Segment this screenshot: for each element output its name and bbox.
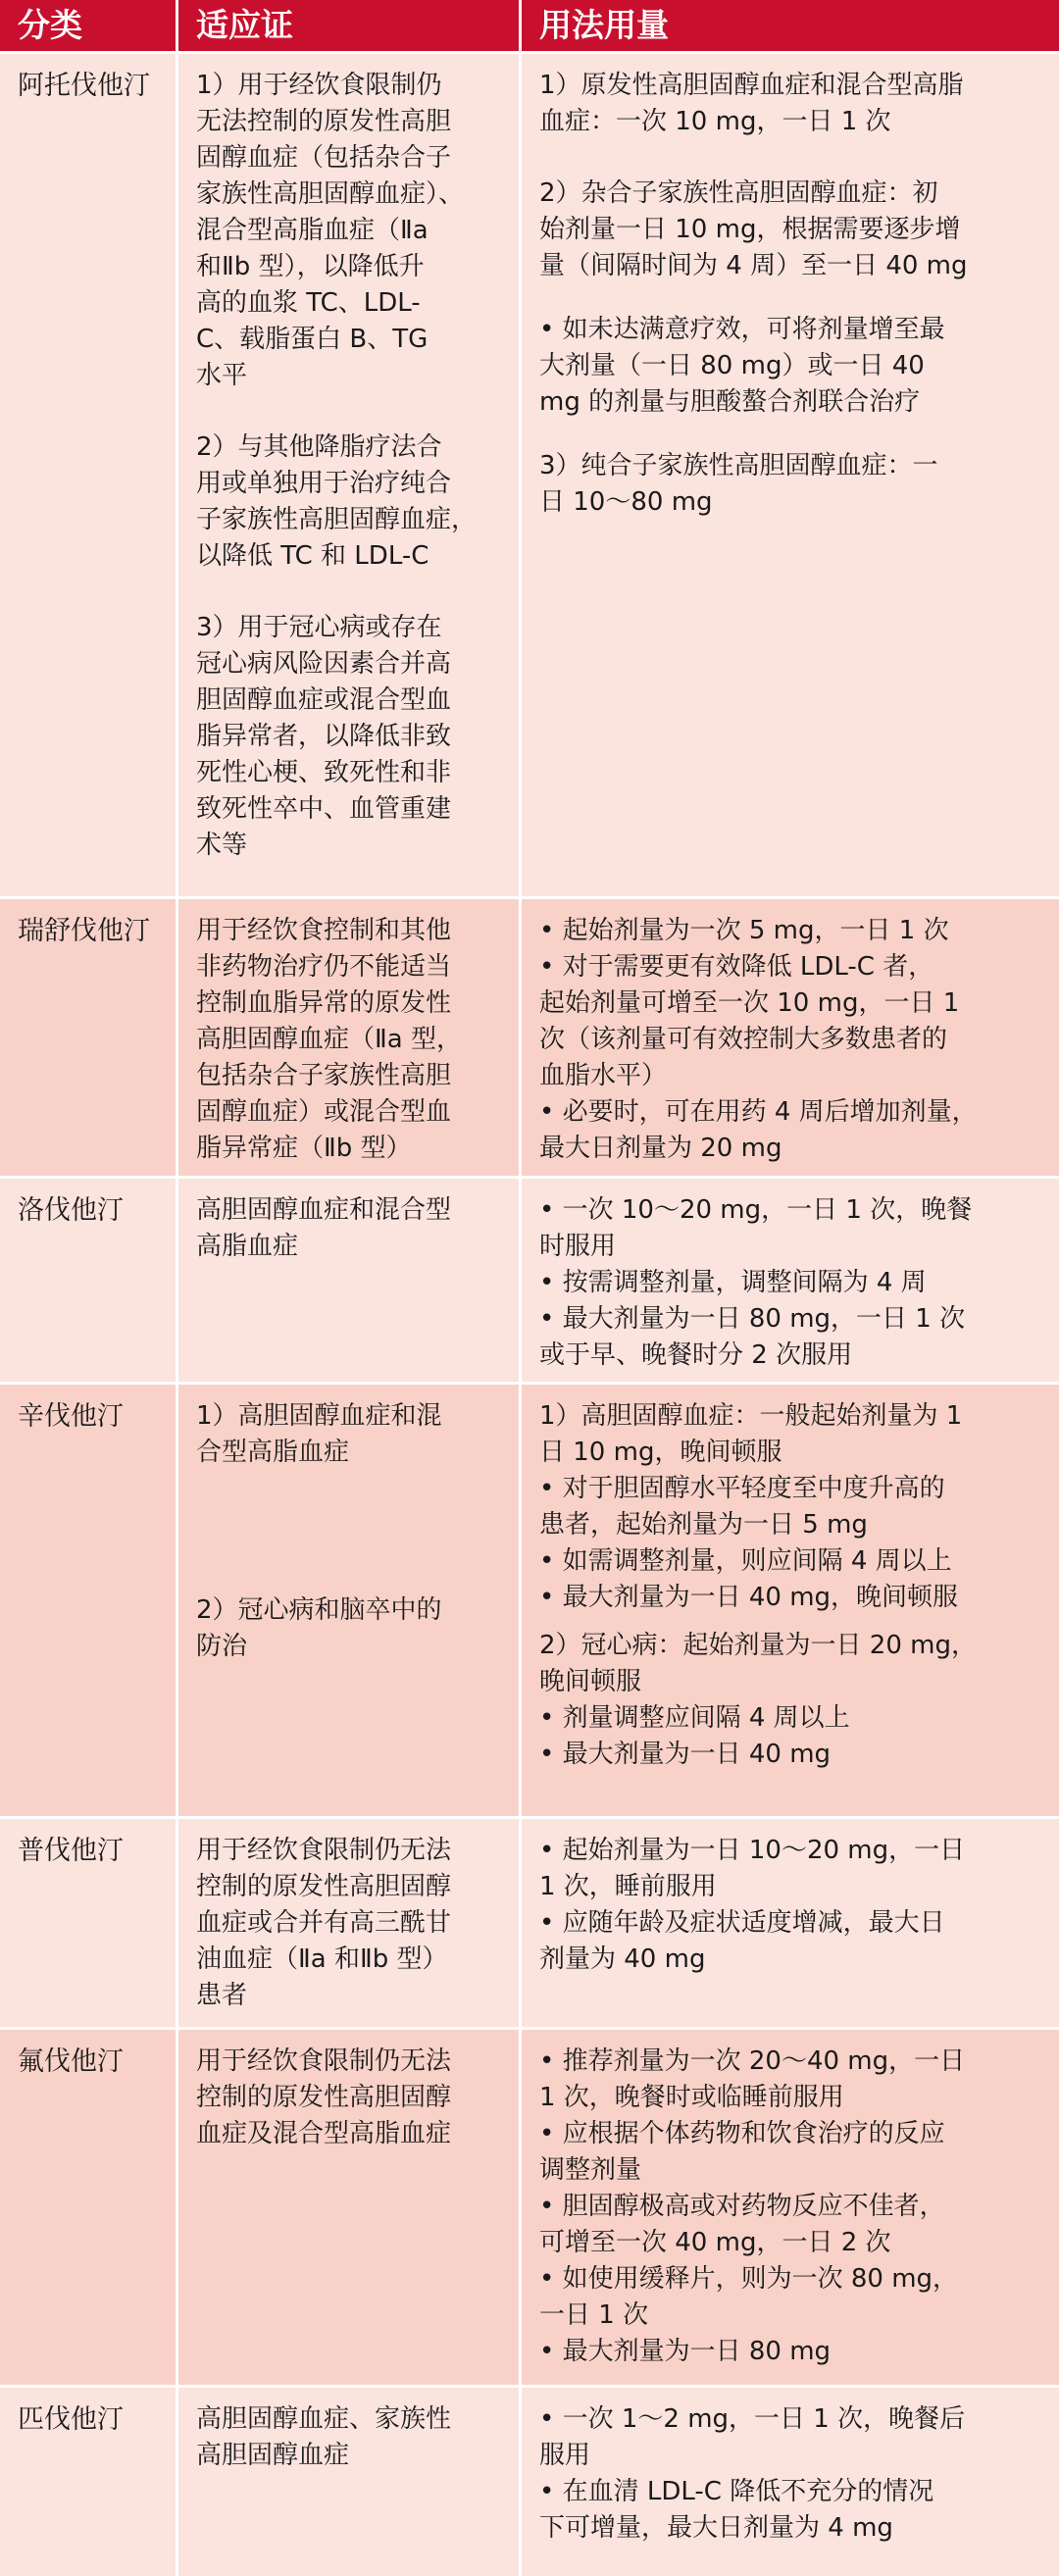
table-row [0,899,1059,1179]
indication-cell [178,1385,522,1816]
drug-name: 普伐他汀 [18,1836,124,1866]
usage-cell [522,1179,1059,1382]
drug-name: 阿托伐他汀 [18,71,150,101]
drug-name-cell [0,2388,178,2576]
drug-name: 氟伐他汀 [18,2046,124,2077]
indication-cell [178,899,522,1176]
indication-text: 2）与其他降脂疗法合 用或单独用于治疗纯合 子家族性高胆固醇血症， 以降低 TC 和 LDL-C [196,432,478,571]
usage-text: 1）原发性高胆固醇血症和混合型高脂 血症：一次 10 mg，一日 1 次 [539,71,964,136]
usage-text: • 如未达满意疗效，可将剂量增至最 大剂量（一日 80 mg）或一日 40 mg 的剂量与胆酸螯合剂联合治疗 [539,315,945,417]
indication-text: 用于经饮食控制和其他 非药物治疗仍不能适当 控制血脂异常的原发性 高胆固醇血症（Ⅱa 型， 包括杂合子家族性高胆 固醇血症）或混合型血 脂异常症（Ⅱb 型） [196,916,462,1163]
drug-name-cell [0,1179,178,1382]
header-usage: 用法用量 [539,6,669,44]
header-category: 分类 [0,0,178,51]
indication-cell [178,54,522,896]
table-row [0,54,1059,899]
indication-text: 1）用于经饮食限制仍 无法控制的原发性高胆 固醇血症（包括杂合子 家族性高胆固醇血症）、 混合型高脂血症（Ⅱa 和Ⅱb 型），以降低升 高的血浆 TC、LDL- C、载脂蛋白 B、TG 水平 [196,71,465,390]
indication-text: 高胆固醇血症、家族性 高胆固醇血症 [196,2404,452,2470]
table-row [0,1385,1059,1819]
usage-text: • 一次 10～20 mg，一日 1 次，晚餐 时服用 • 按需调整剂量，调整间隔为 4 周 • 最大剂量为一日 80 mg，一日 1 次 或于早、晚餐时分 2 次服用 [539,1195,973,1370]
indication-text: 3）用于冠心病或存在 冠心病风险因素合并高 胆固醇血症或混合型血 脂异常者，以降低非致 死性心梗、致死性和非 致死性卒中、血管重建 术等 [196,613,452,860]
drug-name-cell [0,2030,178,2385]
indication-text: 用于经饮食限制仍无法 控制的原发性高胆固醇 血症或合并有高三酰甘 油血症（Ⅱa 和Ⅱb 型） 患者 [196,1836,452,2010]
table-row [0,1179,1059,1385]
header-indication: 适应证 [178,0,522,51]
usage-cell [522,2030,1059,2385]
table-row [0,2388,1059,2576]
indication-cell [178,1179,522,1382]
drug-name: 瑞舒伐他汀 [18,916,150,946]
indication-text: 用于经饮食限制仍无法 控制的原发性高胆固醇 血症及混合型高脂血症 [196,2046,452,2148]
indication-cell [178,2388,522,2576]
indication-text: 2）冠心病和脑卒中的 防治 [196,1595,442,1661]
drug-name: 匹伐他汀 [18,2404,124,2435]
table-row [0,2030,1059,2388]
usage-text: • 推荐剂量为一次 20～40 mg，一日 1 次，晚餐时或临睡前服用 • 应根据个体药物和饮食治疗的反应 调整剂量 • 胆固醇极高或对药物反应不佳者， 可增至一次 40 mg，一日 2 次 • 如使用缓释片，则为一次 80 mg， 一日 1 次 • 最大剂量为一日 80 mg [539,2046,966,2366]
usage-text: • 一次 1～2 mg，一日 1 次，晚餐后 服用 • 在血清 LDL-C 降低不充分的情况 下可增量，最大日剂量为 4 mg [539,2404,966,2543]
usage-cell [522,2388,1059,2576]
usage-text: 2）杂合子家族性高胆固醇血症：初 始剂量一日 10 mg，根据需要逐步增 量（间隔时间为 4 周）至一日 40 mg [539,178,968,280]
indication-cell [178,2030,522,2385]
usage-cell [522,54,1059,896]
drug-name-cell [0,899,178,1176]
usage-text: 1）高胆固醇血症：一般起始剂量为 1 日 10 mg，晚间顿服 • 对于胆固醇水平轻度至中度升高的 患者，起始剂量为一日 5 mg • 如需调整剂量，则应间隔 4 周以上 • 最大剂量为一日 40 mg，晚间顿服 [539,1401,963,1612]
indication-cell [178,1819,522,2027]
drug-name: 洛伐他汀 [18,1195,124,1226]
indication-text: 高胆固醇血症和混合型 高脂血症 [196,1195,452,1261]
usage-text: • 起始剂量为一次 5 mg，一日 1 次 • 对于需要更有效降低 LDL-C 者， 起始剂量可增至一次 10 mg，一日 1 次（该剂量可有效控制大多数患者的 血脂水平） • 必要时，可在用药 4 周后增加剂量， 最大日剂量为 20 mg [539,916,978,1163]
usage-cell [522,899,1059,1176]
usage-text: 2）冠心病：起始剂量为一日 20 mg， 晚间顿服 • 剂量调整应间隔 4 周以上 • 最大剂量为一日 40 mg [539,1631,977,1769]
drug-name: 辛伐他汀 [18,1401,124,1432]
table-header-row [0,0,1059,54]
usage-cell [522,1385,1059,1816]
indication-text: 1）高胆固醇血症和混 合型高脂血症 [196,1401,442,1467]
drug-name-cell [0,1385,178,1816]
usage-text: • 起始剂量为一日 10～20 mg，一日 1 次，睡前服用 • 应随年龄及症状适度增减，最大日 剂量为 40 mg [539,1836,966,1974]
drug-name-cell [0,54,178,896]
usage-cell [522,1819,1059,2027]
table-row [0,1819,1059,2030]
drug-name-cell [0,1819,178,2027]
usage-text: 3）纯合子家族性高胆固醇血症：一 日 10～80 mg [539,451,938,517]
